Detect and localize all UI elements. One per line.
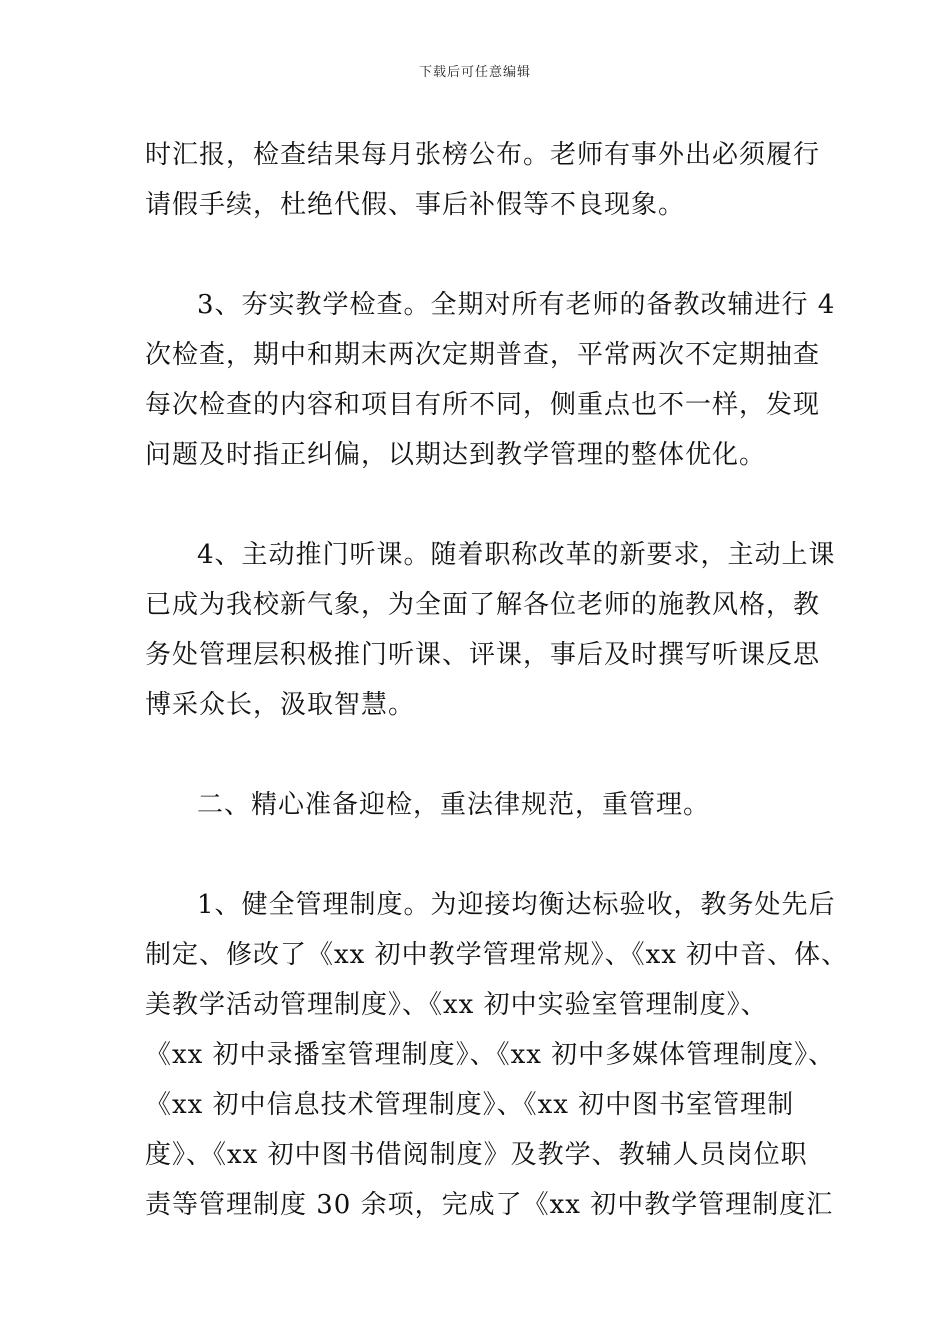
text-line: 《xx 初中录播室管理制度》、《xx 初中多媒体管理制度》、 (145, 1040, 836, 1070)
text-line: 4、主动推门听课。随着职称改革的新要求，主动上课 (197, 540, 836, 570)
document-body (145, 130, 849, 1280)
text-line: 度》、《xx 初中图书借阅制度》及教学、教辅人员岗位职 (145, 1140, 808, 1170)
text-line: 时汇报，检查结果每月张榜公布。老师有事外出必须履行 (145, 140, 821, 170)
text-line: 务处管理层积极推门听课、评课，事后及时撰写听课反思 (145, 640, 821, 670)
paragraph-management-system (145, 880, 849, 1230)
paragraph-teaching-inspection (145, 280, 836, 480)
page-header: 下载后可任意编辑 (418, 65, 531, 80)
paragraph-class-observation (145, 530, 836, 730)
text-line: 责等管理制度 30 余项，完成了《xx 初中教学管理制度汇 (145, 1190, 834, 1220)
text-line: 美教学活动管理制度》、《xx 初中实验室管理制度》、 (145, 990, 768, 1020)
text-line: 1、健全管理制度。为迎接均衡达标验收，教务处先后 (197, 890, 836, 920)
text-line: 请假手续，杜绝代假、事后补假等不良现象。 (145, 190, 686, 220)
text-line: 博采众长，汲取智慧。 (145, 690, 416, 720)
text-line: 已成为我校新气象，为全面了解各位老师的施教风格，教 (145, 590, 821, 620)
text-line: 二、精心准备迎检，重法律规范，重管理。 (197, 790, 711, 820)
text-line: 次检查，期中和期末两次定期普查，平常两次不定期抽查 (145, 340, 821, 370)
section-heading (145, 780, 815, 830)
text-line: 每次检查的内容和项目有所不同，侧重点也不一样，发现 (145, 390, 821, 420)
text-line: 《xx 初中信息技术管理制度》、《xx 初中图书室管理制 (145, 1090, 795, 1120)
text-line: 制定、修改了《xx 初中教学管理常规》、《xx 初中音、体、 (145, 940, 849, 970)
text-line: 问题及时指正纠偏，以期达到教学管理的整体优化。 (145, 440, 767, 470)
text-line: 3、夯实教学检查。全期对所有老师的备教改辅进行 4 (197, 290, 836, 320)
paragraph-continuation (145, 130, 821, 230)
